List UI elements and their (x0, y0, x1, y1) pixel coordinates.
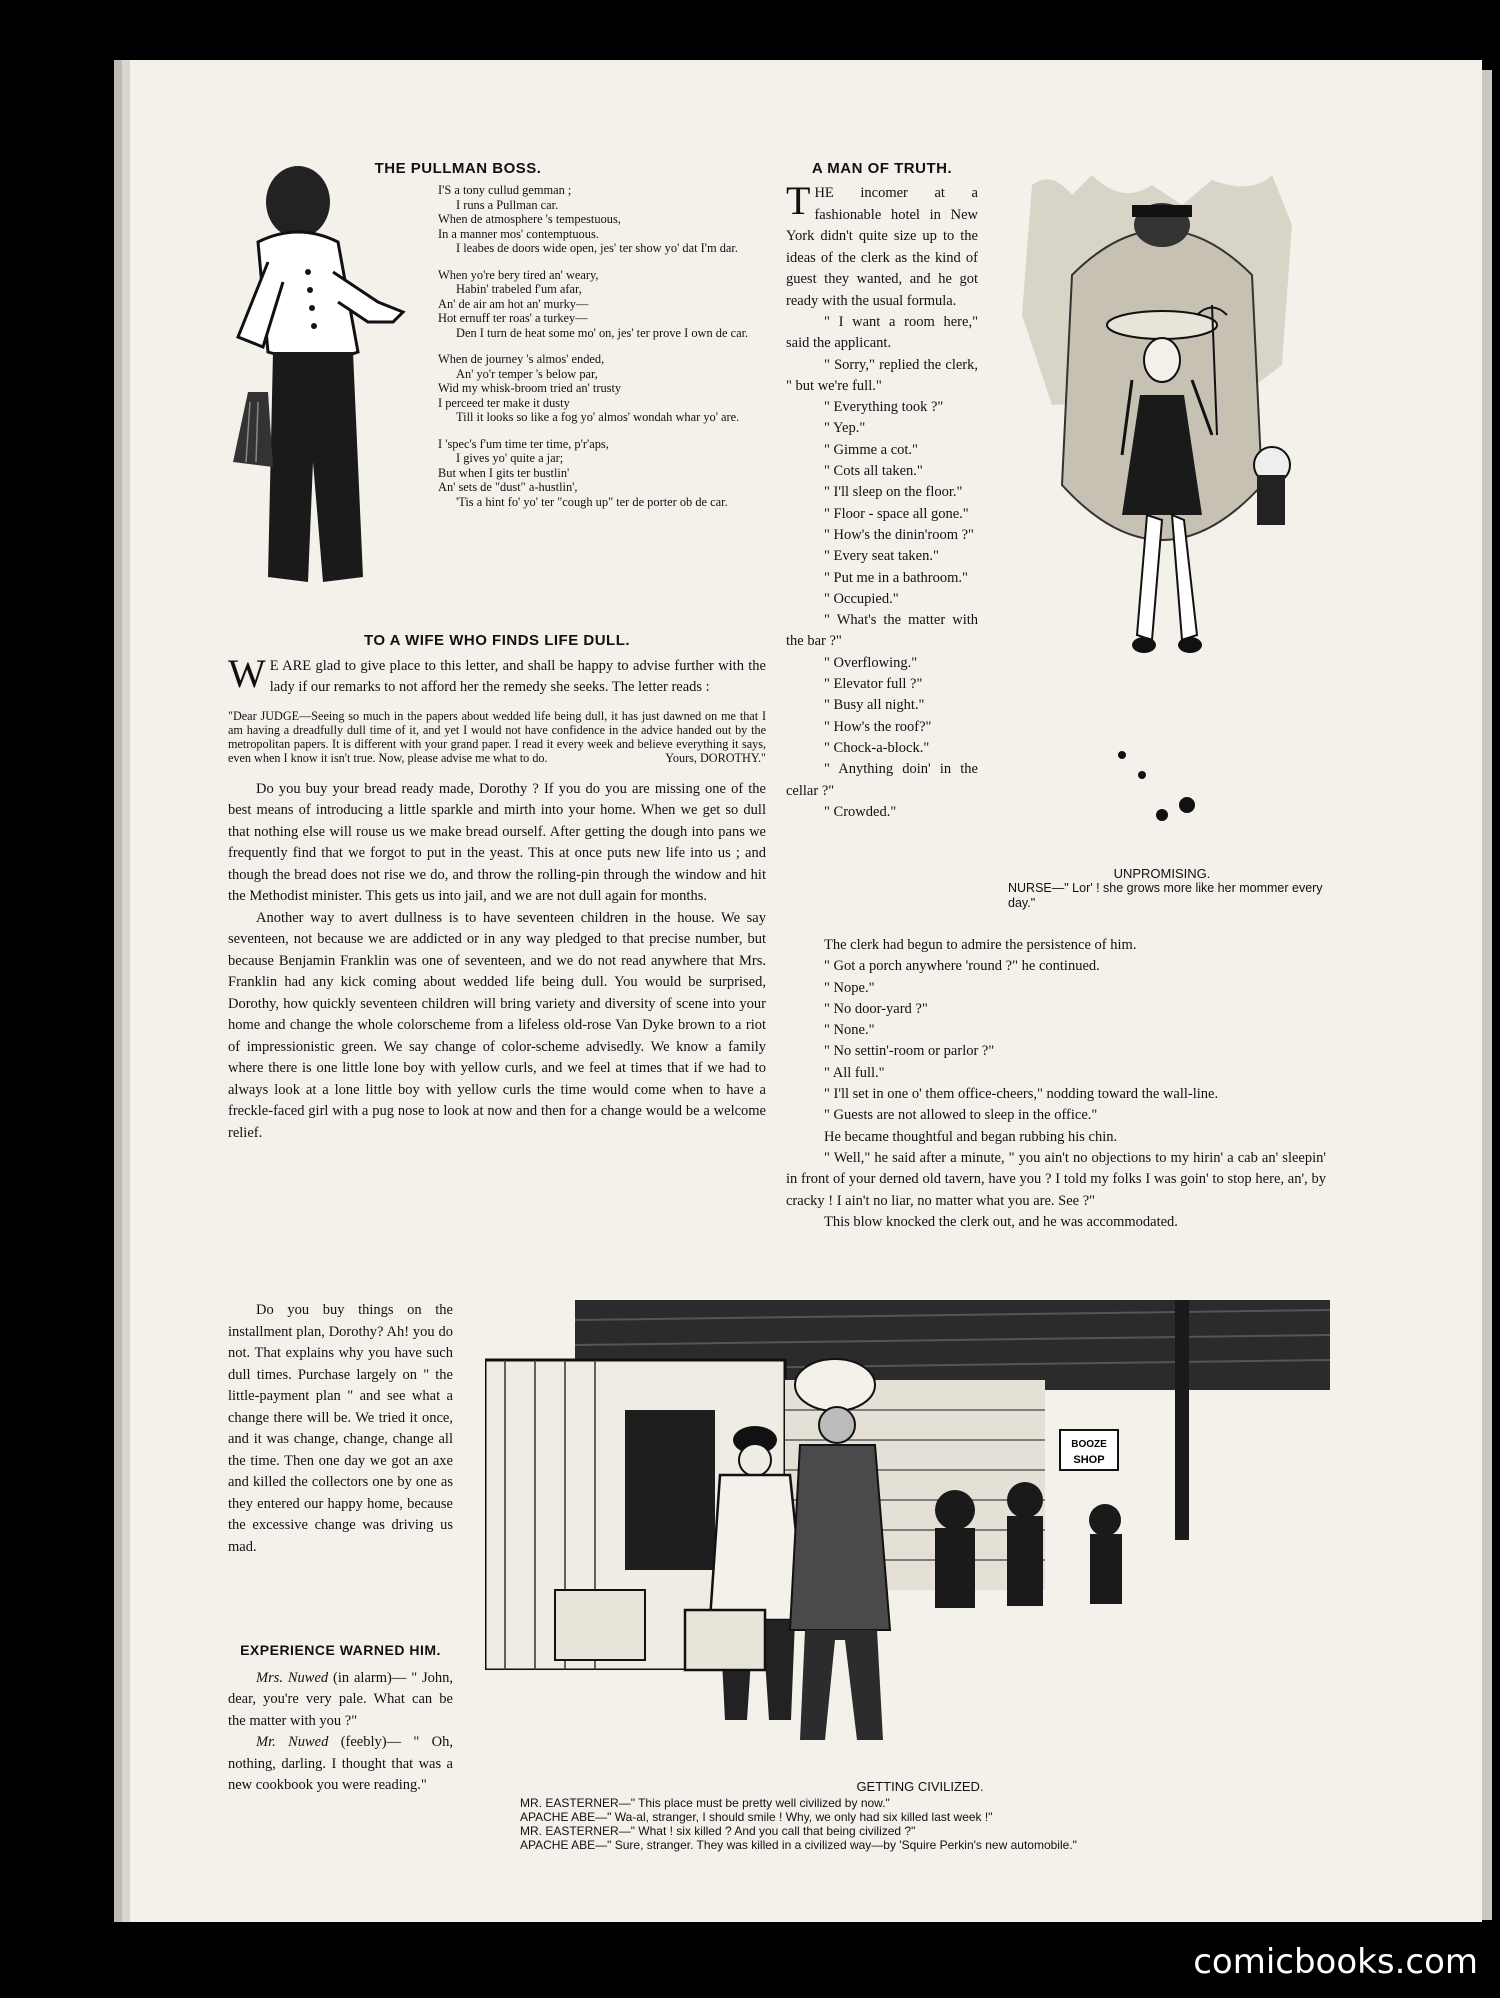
truth-dialog (786, 312, 978, 823)
poem-line: An' de air am hot an' murky— (438, 296, 589, 311)
wife-article (228, 630, 766, 1144)
poem-line: Wid my whisk-broom tried an' trusty (438, 381, 622, 395)
dialog-line: " How's the dinin'room ?" (824, 526, 974, 543)
truth-intro-text: HE incomer at a fashionable hotel in New York didn't quite size up to the ideas of the clerk as the kind of guest they wanted, and he got ready with the usual formula. (786, 185, 978, 309)
unpromising-text (996, 881, 1328, 911)
truth-article (786, 160, 978, 823)
poem-line: Den I turn de heat some mo' on, jes' ter prove I own de car. (456, 325, 749, 340)
aside: (in alarm)— (333, 1669, 407, 1686)
wife-dropcap: W (228, 650, 266, 696)
dialog-line: " Sorry," replied the clerk, " but we're full." (786, 356, 978, 394)
dialog-line: The clerk had begun to admire the persistence of him. (824, 937, 1137, 953)
dialog-line: " Gimme a cot." (824, 441, 918, 458)
dialog-line: " None." (824, 1022, 875, 1039)
poem-line: An' yo'r temper 's below par, (456, 366, 598, 381)
poem-line: I gives yo' quite a jar; (456, 451, 564, 465)
quote: " Oh, nothing, darling. I thought that was a new cookbook you were reading." (228, 1734, 453, 1793)
dialog-line: " What's the matter with the bar ?" (786, 612, 978, 650)
dialog-line: " Overflowing." (824, 654, 918, 671)
dialog-line: " Nope." (824, 979, 875, 996)
dialog-line: " All full." (824, 1064, 885, 1081)
dialog-line: " Well," he said after a minute, " you ain't no objections to my hirin' a cab an' sleepin' in front of your derned old tavern, have you ? I told my folks I was goin' to stop here, an', by cracky ! I ain't no liar, no matter what you are. See ?" (786, 1149, 1326, 1209)
civilized-title: GETTING CIVILIZED. (856, 1779, 984, 1794)
poem-line: When de atmosphere 's tempestuous, (438, 212, 621, 226)
dialog-line: " Occupied." (824, 590, 899, 607)
dialog-line: " How's the roof?" (824, 718, 932, 735)
quote: —" This place must be pretty well civilized by now." (618, 1796, 890, 1810)
wife-title: TO A WIFE WHO FINDS LIFE DULL. (363, 632, 631, 649)
poem-stanza (438, 183, 772, 256)
poem-line: I'S a tony cullud gemman ; (438, 183, 572, 197)
speaker: MR. EASTERNER (520, 1796, 619, 1810)
wife-paragraph: Do you buy things on the installment plan, Dorothy? Ah! you do not. That explains why you have such dull times. Purchase largely on " the little-payment plan " and see what a change there will be. We tried it once, and it was change, change, change all the time. Then one day we got an axe and killed the collectors one by one as they entered our happy home, because the excessive change was driving us mad. (228, 1302, 453, 1555)
poem-line: I leabes de doors wide open, jes' ter show yo' dat I'm dar. (456, 241, 738, 255)
truth-dropcap: T (786, 178, 811, 223)
dialog-line: " Put me in a bathroom." (824, 569, 968, 586)
truth-title: A MAN OF TRUTH. (811, 160, 953, 177)
dialog-line: " Floor - space all gone." (824, 505, 969, 522)
dialog-line: " Anything doin' in the cellar ?" (786, 761, 978, 799)
quote: —" Wa-al, stranger, I should smile ! Why, we only had six killed last week !" (595, 1810, 993, 1824)
caption-line (520, 1796, 1320, 1810)
unpromising-illustration (1012, 165, 1312, 865)
poem-line: In a manner mos' contemptuous. (438, 226, 599, 241)
truth-dialog-wide (786, 935, 1326, 1233)
speaker: APACHE ABE (520, 1838, 596, 1852)
poem-line: An' sets de "dust" a-hustlin', (438, 480, 578, 494)
quote: —" Sure, stranger. They was killed in a civilized way—by 'Squire Perkin's new automobile." (595, 1838, 1077, 1852)
letter-signature: Yours, DOROTHY." (665, 750, 766, 765)
page-edge (1482, 70, 1492, 1920)
wife-paragraph: Another way to avert dullness is to have seventeen children in the house. We say seventeen, not because we are addicted or in any way pledged to that precise number, but because Benjamin Franklin was one of seventeen, and we do not read anywhere that Mrs. Franklin had any kick coming about wedded life being dull. You would be surprised, Dorothy, how quickly seventeen children will bring variety and diversity of scene into your home and change the whole colorscheme from a lifeless old-rose Van Dyke brown to a riot of impressionistic green. We say change of color-scheme advisedly. We know a family where there is one little lone boy with yellow curls, and we feel at times that if we had to always look at a lone little boy with yellow curls the time would come when to have a freckle-faced girl with a pug nose to look at now and then for a change would be a welcome relief. (228, 909, 766, 1141)
dialog-line: This blow knocked the clerk out, and he was accommodated. (824, 1213, 1178, 1230)
pullman-title: THE PULLMAN BOSS. (374, 160, 542, 177)
poem-stanza (438, 268, 772, 341)
poem-stanza (438, 437, 772, 510)
dialog-line: " Chock-a-block." (824, 739, 930, 756)
dialog-line: " Crowded." (824, 803, 897, 820)
quote: —" What ! six killed ? And you call that being civilized ?" (618, 1824, 916, 1838)
dialog-line: " Busy all night." (824, 697, 925, 714)
dialog-line: " Everything took ?" (824, 399, 944, 416)
experience-title: EXPERIENCE WARNED HIM. (240, 1642, 441, 1658)
dorothy-letter (228, 709, 766, 765)
experience-article (228, 1640, 453, 1797)
wife-intro: E ARE glad to give place to this letter, and shall be happy to advise further with the lady if our remarks to not afford her the remedy she seeks. The letter reads : (269, 657, 766, 695)
poem-line: Till it looks so like a fog yo' almos' wondah whar yo' are. (456, 410, 740, 424)
speaker: Mrs. Nuwed (256, 1669, 329, 1686)
dialog-line: " Elevator full ?" (824, 676, 923, 693)
poem-stanza (438, 352, 772, 425)
watermark: comicbooks.com (1193, 1942, 1478, 1982)
dialog-line: " No door-yard ?" (824, 1000, 928, 1017)
unpromising-title: UNPROMISING. (1113, 866, 1211, 881)
poem-line: I perceed ter make it dusty (438, 395, 570, 410)
experience-line (228, 1732, 453, 1797)
quote: " John, dear, you're very pale. What can be the matter with you ?" (228, 1669, 454, 1729)
dialog-line: " No settin'-room or parlor ?" (824, 1043, 995, 1060)
poem-line: Habin' trabeled f'um afar, (456, 282, 582, 296)
speaker: APACHE ABE (520, 1810, 596, 1824)
poem-line: But when I gits ter bustlin' (438, 465, 570, 480)
civilized-caption (520, 1780, 1320, 1852)
dialog-line: " Yep." (824, 420, 866, 437)
dialog-line: " Got a porch anywhere 'round ?" he continued. (824, 958, 1100, 975)
unpromising-caption (996, 866, 1328, 911)
poem-line: When yo're bery tired an' weary, (438, 267, 599, 282)
speaker: Mr. Nuwed (256, 1734, 329, 1750)
poem-line: 'Tis a hint fo' yo' ter "cough up" ter de porter ob de car. (456, 494, 728, 509)
truth-intro (786, 178, 978, 312)
pullman-porter-illustration (228, 162, 418, 602)
dialog-line: " Cots all taken." (824, 463, 923, 480)
letter-body: "Dear JUDGE—Seeing so much in the papers about wedded life being dull, it has just dawned on me that I am having a dreadfully dull time of it, and yet I would not have confidence in the advice handed out by the metropolitan papers. It is different with your grand paper. I read it every week and believe everything it says, even when I know it isn't true. Now, please advise me what to do. (228, 708, 766, 765)
caption-line (520, 1838, 1320, 1852)
dialog-line: He became thoughtful and began rubbing his chin. (824, 1128, 1118, 1145)
dialog-line: " Every seat taken." (824, 548, 939, 565)
pullman-poem (438, 183, 772, 521)
experience-line (228, 1668, 453, 1733)
poem-line: I runs a Pullman car. (456, 197, 559, 212)
dialog-line: " I'll sleep on the floor." (824, 484, 963, 501)
wife-article-continued (228, 1300, 453, 1558)
poem-line: When de journey 's almos' ended, (438, 352, 605, 366)
wife-paragraph: Do you buy your bread ready made, Dorothy ? If you do you are missing one of the best means of introducing a little sparkle and mirth into your home. When we get so dull that nothing else will rouse us we make bread ourself. After getting the dough into pans we frequently find that we forgot to put in the yeast. This at once puts new life into us ; and though the bread does not rise we do, and throw the rolling-pin through the window and hit the Methodist minister. This gets us into jail, and we are not dull again for months. (228, 780, 766, 904)
getting-civilized-illustration (485, 1300, 1330, 1775)
aside: (feebly)— (340, 1734, 402, 1750)
dialog-line: " I'll set in one o' them office-cheers," nodding toward the wall-line. (824, 1086, 1219, 1103)
speaker: NURSE (1008, 881, 1052, 895)
caption-line (520, 1824, 1320, 1838)
quote: —" Lor' ! she grows more like her mommer every day." (1008, 881, 1323, 910)
speaker: MR. EASTERNER (520, 1824, 619, 1838)
svg-text:BOOZE: BOOZE (1071, 1439, 1107, 1450)
caption-line (520, 1810, 1320, 1824)
poem-line: I 'spec's f'um time ter time, p'r'aps, (438, 436, 609, 451)
svg-text:SHOP: SHOP (1073, 1454, 1105, 1466)
dialog-line: " Guests are not allowed to sleep in the office." (824, 1107, 1098, 1124)
dialog-line: " I want a room here," said the applicant. (786, 314, 978, 352)
poem-line: Hot ernuff ter roas' a turkey— (438, 311, 588, 325)
